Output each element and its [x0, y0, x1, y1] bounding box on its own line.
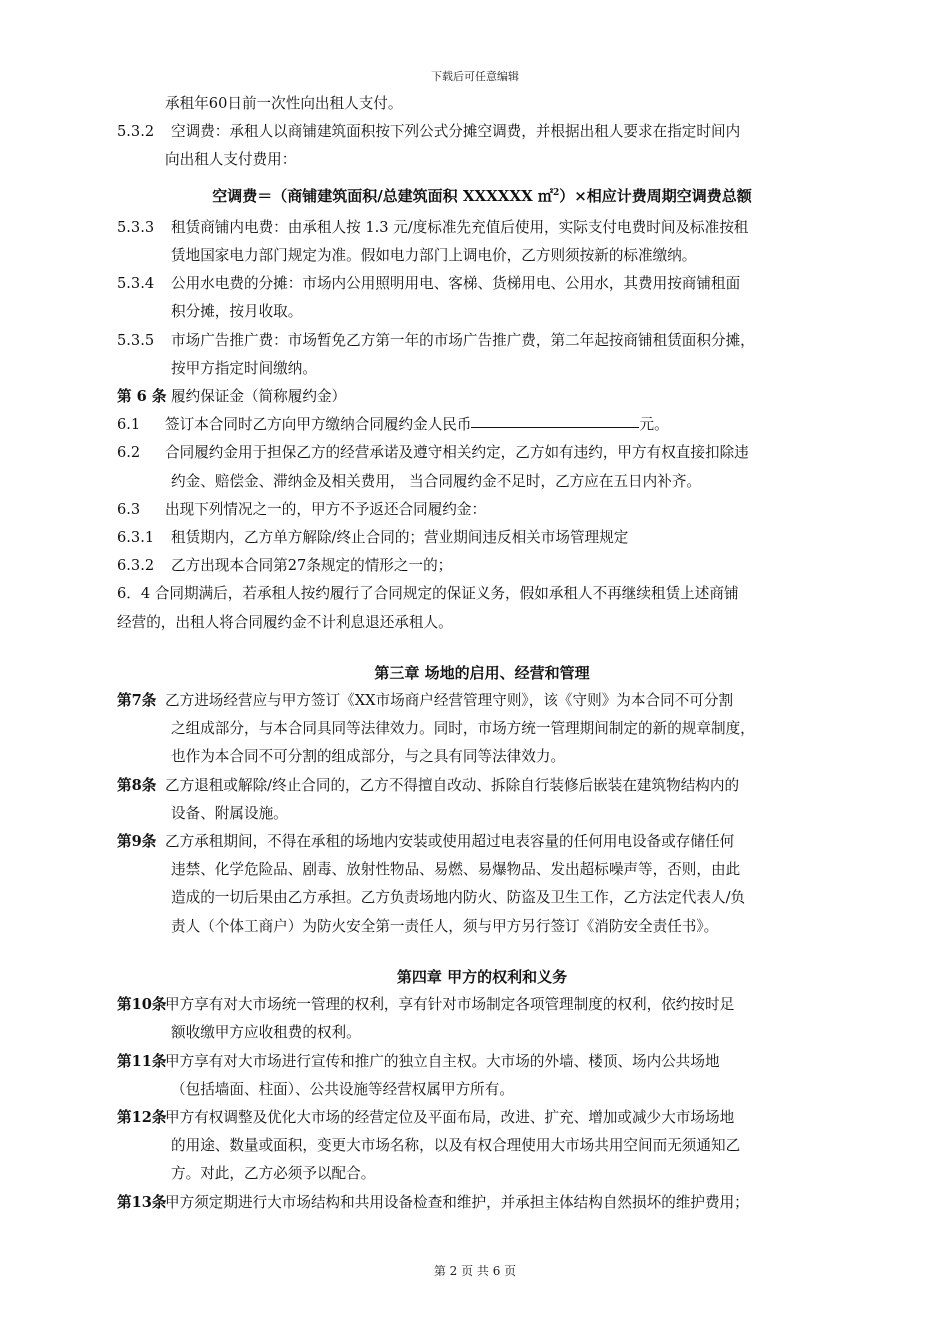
formula-part-a: 空调费＝（商铺建筑面积/总建筑面积 XXXXXX ㎡ — [212, 186, 553, 205]
article-number: 第12条 — [117, 1108, 167, 1126]
clause-6-3 — [117, 496, 847, 524]
clause-text-cont: 向出租人支付费用： — [165, 151, 297, 169]
document-body — [117, 90, 847, 1217]
article-number: 第 6 条 — [117, 388, 167, 406]
article-text: 甲方享有对大市场进行宣传和推广的独立自主权。大市场的外墙、楼顶、场内公共场地 — [165, 1052, 720, 1070]
clause-text-cont: 积分摊，按月收取。 — [171, 303, 303, 321]
article-text: 甲方享有对大市场统一管理的权利，享有针对市场制定各项管理制度的权利，依约按时足 — [165, 996, 735, 1014]
page-header: 下载后可任意编辑 — [431, 70, 519, 83]
clause-6-2 — [117, 439, 847, 467]
aircon-formula — [117, 179, 847, 210]
clause-text: 市场广告推广费：市场暂免乙方第一年的市场广告推广费，第二年起按商铺租赁面积分摊， — [171, 331, 755, 349]
article-number: 第10条 — [117, 996, 167, 1014]
clause-number: 6.3 — [117, 500, 141, 518]
article-number: 第11条 — [117, 1052, 167, 1070]
clause-6-4: 6．4 合同期满后，若承租人按约履行了合同规定的保证义务，假如承租人不再继续租赁上述商铺 — [117, 585, 739, 603]
article-11 — [117, 1048, 847, 1076]
clause-text-cont: 赁地国家电力部门规定为准。假如电力部门上调电价，乙方则须按新的标准缴纳。 — [171, 247, 697, 265]
article-text: 甲方须定期进行大市场结构和共用设备检查和维护，并承担主体结构自然损坏的维护费用； — [165, 1193, 749, 1211]
clause-text: 租赁商铺内电费：由承租人按 1.3 元/度标准先充值后使用，实际支付电费时间及标准按租 — [171, 218, 749, 236]
article-text-cont: 设备、附属设施。 — [171, 804, 288, 822]
article-number: 第13条 — [117, 1193, 167, 1211]
article-text: 甲方有权调整及优化大市场的经营定位及平面布局，改进、扩充、增加或减少大市场场地 — [165, 1108, 735, 1126]
page-footer: 第 2 页 共 6 页 — [433, 1264, 517, 1278]
article-text-cont: 额收缴甲方应收租费的权利。 — [171, 1024, 361, 1042]
clause-text-cont: 按甲方指定时间缴纳。 — [171, 359, 317, 377]
clause-5-3-4 — [117, 270, 847, 298]
clause-6-1 — [117, 411, 847, 439]
clause-number: 6.3.1 — [117, 529, 155, 547]
clause-text: 合同履约金用于担保乙方的经营承诺及遵守相关约定，乙方如有违约，甲方有权直接扣除违 — [165, 444, 749, 462]
clause-number: 6.1 — [117, 416, 141, 434]
chapter-4-title: 第四章 甲方的权利和义务 — [396, 967, 568, 986]
clause-text-cont: 经营的，出租人将合同履约金不计利息退还承租人。 — [117, 613, 453, 631]
clause-5-3-3 — [117, 214, 847, 242]
article-13 — [117, 1189, 847, 1217]
chapter-3-title: 第三章 场地的启用、经营和管理 — [374, 663, 590, 682]
clause-text-end: 元。 — [639, 416, 669, 434]
article-title: 履约保证金（简称履约金） — [171, 388, 347, 406]
article-12 — [117, 1104, 847, 1132]
amount-blank — [471, 411, 639, 428]
clause-text: 空调费：承租人以商铺建筑面积按下列公式分摊空调费，并根据出租人要求在指定时间内 — [171, 123, 741, 141]
clause-number: 6.2 — [117, 444, 141, 462]
clause-text: 签订本合同时乙方向甲方缴纳合同履约金人民币 — [165, 416, 472, 434]
article-8 — [117, 772, 847, 800]
article-text-cont: 造成的一切后果由乙方承担。乙方负责场地内防火、防盗及卫生工作，乙方法定代表人/负 — [171, 889, 746, 907]
article-text-cont: 的用途、数量或面积，变更大市场名称，以及有权合理使用大市场共用空间而无须通知乙 — [171, 1137, 741, 1155]
clause-number: 6.3.2 — [117, 557, 155, 575]
article-6-heading — [117, 383, 847, 411]
article-text-cont: 违禁、化学危险品、剧毒、放射性物品、易燃、易爆物品、发出超标噪声等，否则，由此 — [171, 861, 741, 879]
article-text-cont: （包括墙面、柱面）、公共设施等经营权属甲方所有。 — [171, 1080, 514, 1098]
article-text-cont: 之组成部分，与本合同具同等法律效力。同时，市场方统一管理期间制定的新的规章制度， — [171, 720, 755, 738]
clause-5-3-5 — [117, 327, 847, 355]
article-text: 乙方进场经营应与甲方签订《XX市场商户经营管理守则》，该《守则》为本合同不可分割 — [165, 692, 734, 710]
article-7 — [117, 687, 847, 715]
article-9 — [117, 828, 847, 856]
clause-text-cont: 约金、赔偿金、滞纳金及相关费用， 当合同履约金不足时，乙方应在五日内补齐。 — [171, 472, 702, 490]
article-text-cont: 方。对此，乙方必须予以配合。 — [171, 1165, 376, 1183]
article-text: 乙方退租或解除/终止合同的，乙方不得擅自改动、拆除自行装修后嵌装在建筑物结构内的 — [165, 776, 740, 794]
clause-5-3-2 — [117, 118, 847, 146]
article-number: 第8条 — [117, 776, 157, 794]
clause-number: 5.3.3 — [117, 218, 155, 236]
paragraph-line: 承租年60日前一次性向出租人支付。 — [165, 95, 403, 112]
article-number: 第9条 — [117, 833, 157, 851]
clause-6-3-1 — [117, 524, 847, 552]
formula-superscript: 2 — [552, 187, 560, 198]
clause-number: 5.3.4 — [117, 275, 155, 293]
article-number: 第7条 — [117, 692, 157, 710]
formula-part-b: ）×相应计费周期空调费总额 — [559, 186, 752, 205]
article-10 — [117, 991, 847, 1019]
article-text-cont: 也作为本合同不可分割的组成部分，与之具有同等法律效力。 — [171, 748, 566, 766]
clause-text: 乙方出现本合同第27条规定的情形之一的； — [171, 557, 453, 575]
article-text-cont: 责人（个体工商户）为防火安全第一责任人，须与甲方另行签订《消防安全责任书》。 — [171, 917, 719, 935]
article-text: 乙方承租期间，不得在承租的场地内安装或使用超过电表容量的任何用电设备或存储任何 — [165, 833, 735, 851]
clause-text: 出现下列情况之一的，甲方不予返还合同履约金： — [165, 500, 487, 518]
clause-6-3-2 — [117, 552, 847, 580]
clause-text: 租赁期内，乙方单方解除/终止合同的；营业期间违反相关市场管理规定 — [171, 529, 629, 547]
clause-text: 公用水电费的分摊：市场内公用照明用电、客梯、货梯用电、公用水，其费用按商铺租面 — [171, 275, 741, 293]
clause-number: 5.3.5 — [117, 331, 155, 349]
clause-number: 5.3.2 — [117, 123, 155, 141]
